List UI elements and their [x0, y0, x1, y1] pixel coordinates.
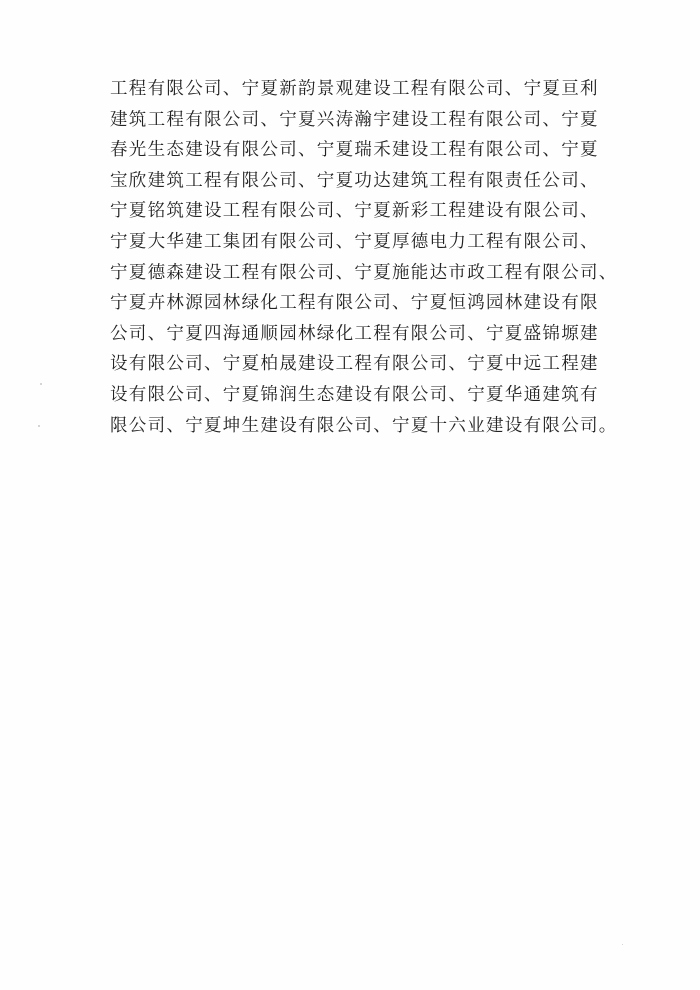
text-line: 设有限公司、宁夏柏晟建设工程有限公司、宁夏中远工程建 [110, 354, 599, 375]
text-line: 春光生态建设有限公司、宁夏瑞禾建设工程有限公司、宁夏 [110, 140, 599, 161]
text-line: 限公司、宁夏坤生建设有限公司、宁夏十六业建设有限公司。 [110, 415, 618, 436]
text-line: 建筑工程有限公司、宁夏兴涛瀚宇建设工程有限公司、宁夏 [110, 109, 599, 130]
text-line: 宝欣建筑工程有限公司、宁夏功达建筑工程有限责任公司、 [110, 170, 599, 191]
text-line: 宁夏铭筑建设工程有限公司、宁夏新彩工程建设有限公司、 [110, 201, 599, 222]
text-line: 宁夏大华建工集团有限公司、宁夏厚德电力工程有限公司、 [110, 231, 599, 252]
text-line: 公司、宁夏四海通顺园林绿化工程有限公司、宁夏盛锦塬建 [110, 323, 599, 344]
text-line: 工程有限公司、宁夏新韵景观建设工程有限公司、宁夏亘利 [110, 79, 599, 99]
scan-speck [38, 425, 40, 427]
body-paragraph [110, 74, 618, 441]
scan-speck [40, 383, 42, 385]
text-line: 宁夏卉林源园林绿化工程有限公司、宁夏恒鸿园林建设有限 [110, 293, 599, 314]
text-line: 宁夏德森建设工程有限公司、宁夏施能达市政工程有限公司、 [110, 262, 618, 283]
text-line: 设有限公司、宁夏锦润生态建设有限公司、宁夏华通建筑有 [110, 384, 599, 405]
scan-speck [622, 944, 623, 945]
